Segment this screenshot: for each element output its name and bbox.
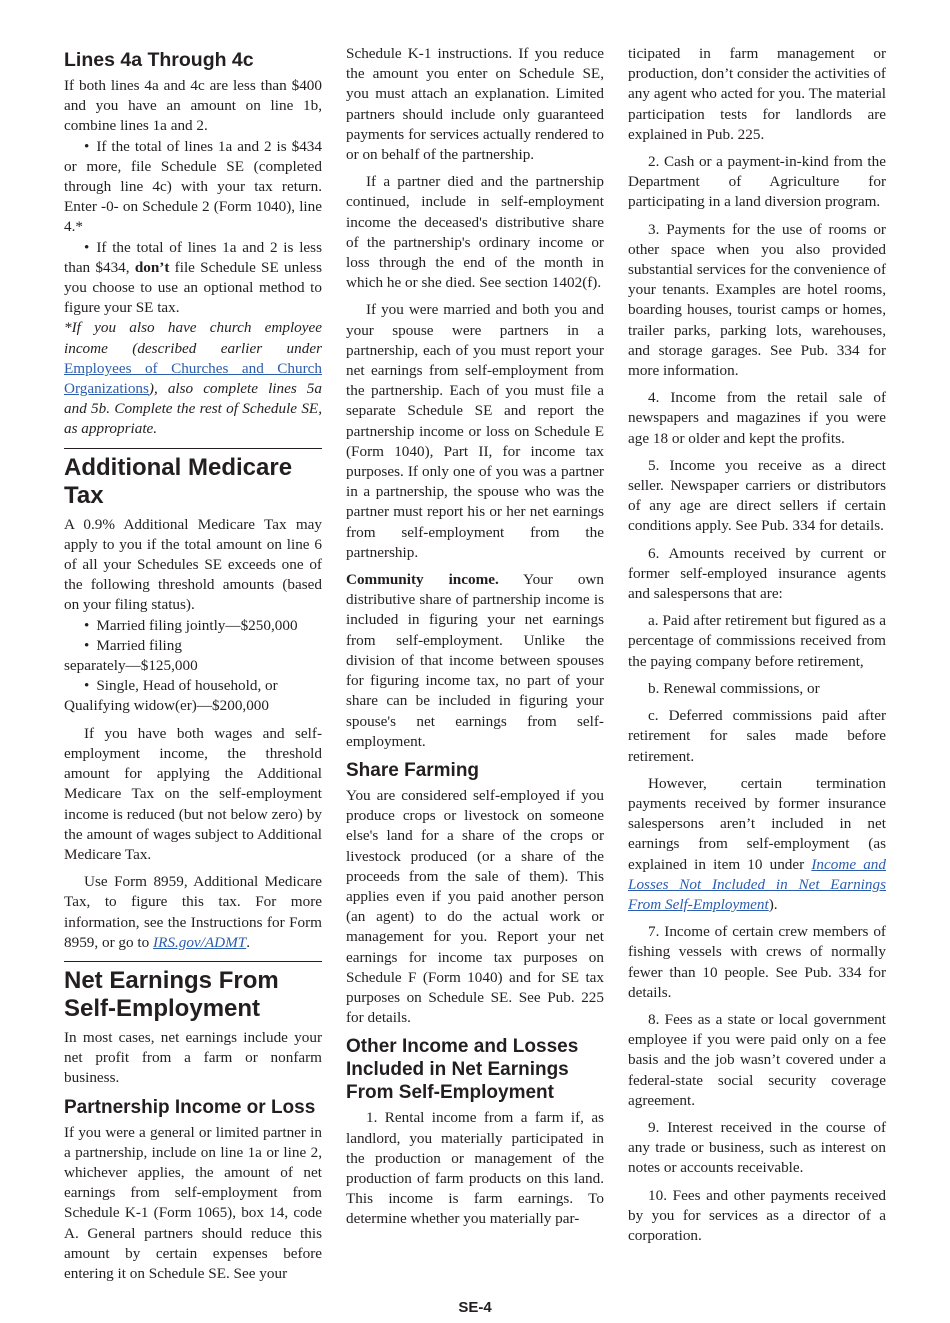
- heading-share-farming: Share Farming: [346, 759, 480, 781]
- paragraph: A 0.9% Additional Medicare Tax may apply to you if the total amount on line 6 of all your Schedules SE exceeds one of the following threshold amounts (based on your filing status).: [64, 515, 322, 614]
- threshold-item: • Married filing jointly—$250,000: [64, 616, 322, 636]
- bullet-item: [64, 238, 322, 319]
- paragraph: In most cases, net earnings include your net profit from a farm or nonfarm business.: [64, 1028, 322, 1087]
- link-employees-of-churches[interactable]: Employees of Churches and Church Organizations: [64, 359, 322, 398]
- paragraph: You are considered self-employed if you produce crops or livestock on someone else's land for a share of the crops or livestock produced (or a share of the proceeds from the sale of them). This applies even if you paid another person (an agent) to do the actual work or management for you. Report your net earnings for income tax purposes on Schedule F (Form 1040) and for SE tax purposes on Schedule SE. See Pub. 225 for details.: [346, 786, 604, 1027]
- text: Your own distributive share of partnership income is included in figuring your net earnings from self-employment. Unlike the division of that income between spouses for figuring income tax, no part of your share can be included in figuring your spouse's net earnings from self-employment.: [346, 571, 604, 750]
- threshold-item-cont: Qualifying widow(er)—$200,000: [64, 697, 269, 715]
- column-3: [628, 44, 886, 1253]
- text: *If you also have church employee income (described earlier under: [64, 319, 322, 357]
- heading-lines-4a-4c: Lines 4a Through 4c: [64, 49, 254, 71]
- page-number: SE-4: [458, 1299, 492, 1316]
- paragraph: [628, 774, 886, 915]
- bold-text: don’t: [134, 258, 170, 276]
- paragraph: Schedule K-1 instructions. If you reduce the amount you enter on Schedule SE, you must attach an explanation. Limited partners should include only guaranteed payments for services actually rendered to or on behalf of the partnership.: [346, 45, 604, 164]
- section-divider: [64, 961, 322, 962]
- bullet-item: • If the total of lines 1a and 2 is $434 or more, file Schedule SE (completed through line 4c) with your tax return. Enter -0- on Schedule 2 (Form 1040), line 4.*: [64, 137, 322, 238]
- list-item: 6. Amounts received by current or former self-employed insurance agents and salespersons that are:: [628, 544, 886, 603]
- heading-additional-medicare-tax: Additional Medicare Tax: [64, 453, 293, 509]
- list-item: 3. Payments for the use of rooms or other space when you also provided substantial services for the convenience of your tenants. Examples are hotel rooms, boarding houses, tourist camps or homes, trailer parks, parking lots, warehouses, and storage garages. See Pub. 334 for more information.: [628, 220, 886, 380]
- text: ), also complete lines 5a and 5b. Complete the rest of Schedule SE, as appropriate.: [64, 380, 322, 438]
- text: If the total of lines 1a and 2 is less than $434,: [64, 238, 322, 276]
- list-item: 5. Income you receive as a direct seller. Newspaper carriers or distributors of any age are direct sellers if certain conditions apply. See Pub. 334 for details.: [628, 456, 886, 535]
- column-2: [346, 44, 604, 1237]
- run-in-heading: Community income.: [346, 571, 499, 589]
- link-irs-admt[interactable]: IRS.gov/ADMT: [153, 933, 247, 951]
- section-divider: [64, 448, 322, 449]
- paragraph: If you have both wages and self-employment income, the threshold amount for applying the Additional Medicare Tax on the self-employment income is reduced (but not below zero) by the amount of wages subject to Additional Medicare Tax.: [64, 724, 322, 863]
- paragraph: If both lines 4a and 4c are less than $400 and you have an amount on line 1b, combine lines 1a and 2.: [64, 77, 322, 135]
- text: ).: [768, 895, 778, 913]
- list-item: 4. Income from the retail sale of newspapers and magazines if you were age 18 or older and kept the profits.: [628, 389, 886, 447]
- list-item: 10. Fees and other payments received by you for services as a director of a corporation.: [628, 1186, 886, 1244]
- heading-other-income: Other Income and Losses Included in Net Earnings From Self-Employment: [346, 1036, 579, 1104]
- text: file Schedule SE unless you choose to use an optional method to figure your SE tax.: [64, 258, 322, 317]
- list-item: 8. Fees as a state or local government employee if you were paid only on a fee basis and the job wasn’t covered under a federal-state social security coverage agreement.: [628, 1010, 886, 1109]
- paragraph: [346, 570, 604, 752]
- heading-partnership-income: Partnership Income or Loss: [64, 1096, 316, 1118]
- list-item: 2. Cash or a payment-in-kind from the Department of Agriculture for participating in a land diversion program.: [628, 153, 886, 211]
- threshold-item: • Married filing: [64, 636, 322, 656]
- paragraph: If you were married and both you and your spouse were partners in a partnership, each of you must report your net earnings from self-employment from the partnership. Each of you must file a separate Schedule SE and report the partnership income or loss on Schedule E (Form 1040), Part II, for income tax purposes. If only one of you was a partner in a partnership, the spouse who was the partner must report his or her net earnings from self-employment from the partnership.: [346, 301, 604, 561]
- sub-item: b. Renewal commissions, or: [648, 679, 820, 697]
- text: Use Form 8959, Additional Medicare Tax, to figure this tax. For more information, see the Instructions for Form 8959, or go to: [64, 873, 322, 951]
- sub-item: a. Paid after retirement but figured as a percentage of commissions received from the paying company before retirement,: [628, 612, 886, 670]
- list-item: 9. Interest received in the course of any trade or business, such as interest on notes or accounts receivable.: [628, 1118, 886, 1177]
- footnote: [64, 318, 322, 439]
- paragraph: [64, 872, 322, 953]
- paragraph: If a partner died and the partnership continued, include in self-employment income the deceased's distributive share of the partnership's ordinary income or loss through the end of the month in which he or she died. See section 1402(f).: [346, 173, 604, 292]
- paragraph: If you were a general or limited partner in a partnership, include on line 1a or line 2, whichever applies, the amount of net earnings from self-employment from Schedule K-1 (Form 1065), box 14, code A. General partners should reduce this amount by certain expenses before entering it on Schedule SE. See your: [64, 1123, 322, 1282]
- threshold-item: • Single, Head of household, or: [64, 676, 322, 696]
- text: However, certain termination payments received by former insurance salespersons aren’t included in net earnings from self-employment (as explained in item 10 under: [628, 774, 886, 873]
- paragraph: ticipated in farm management or production, don’t consider the activities of any agent who acted for you. The material participation tests for landlords are explained in Pub. 225.: [628, 45, 886, 143]
- threshold-item-cont: separately—$125,000: [64, 657, 198, 675]
- link-income-losses-not-included[interactable]: Income and Losses Not Included in Net Earnings From Self-Employment: [628, 855, 886, 913]
- text: .: [246, 933, 251, 951]
- heading-net-earnings: Net Earnings From Self-Employment: [64, 966, 279, 1022]
- list-item: 7. Income of certain crew members of fishing vessels with crews of normally fewer than 10 people. See Pub. 334 for details.: [628, 923, 886, 1001]
- column-1: [64, 44, 322, 1291]
- paragraph: 1. Rental income from a farm if, as landlord, you materially participated in the production or management of the production of farm products on this land. This income is farm earnings. To determine whether you materially par-: [346, 1109, 604, 1228]
- sub-item: c. Deferred commissions paid after retirement for sales made before retirement.: [628, 707, 886, 765]
